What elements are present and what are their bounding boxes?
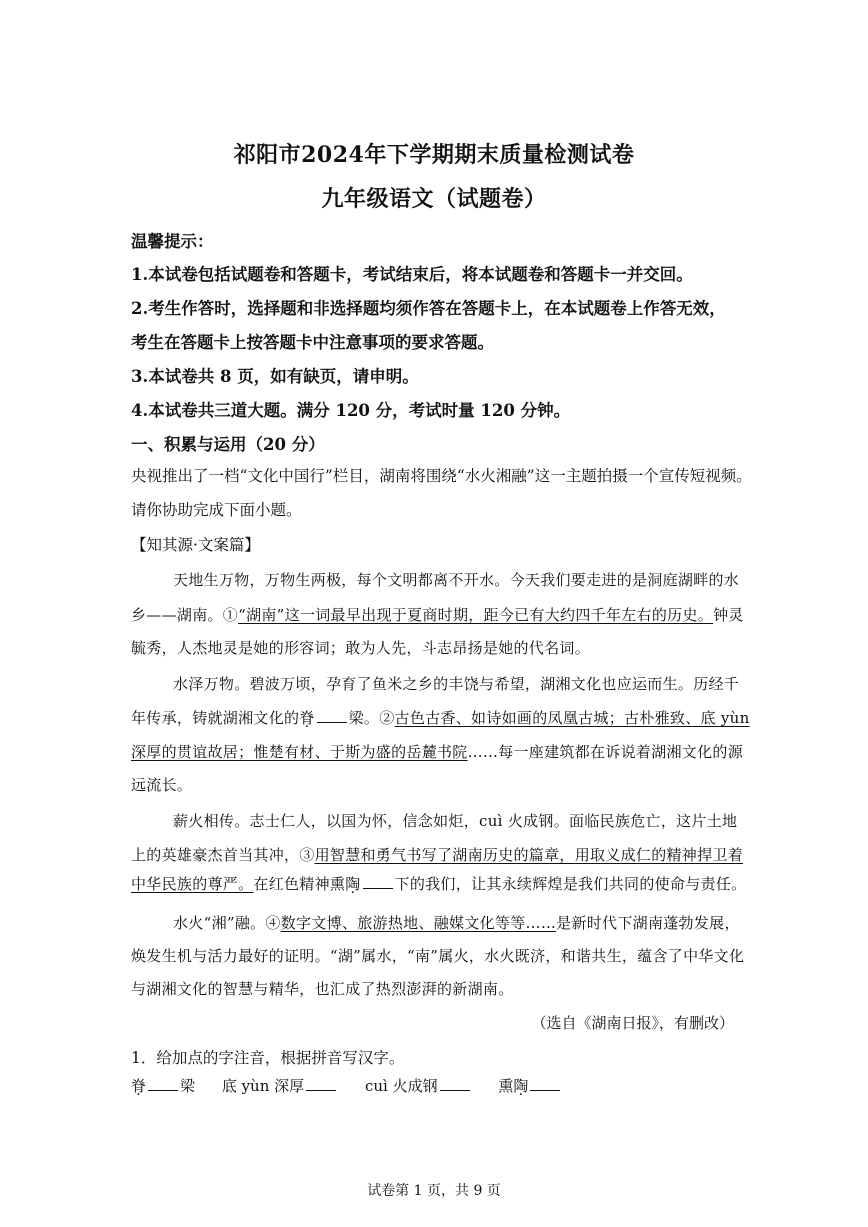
section-intro-line2: 请你协助完成下面小题。 [131, 501, 302, 519]
passage-p4-line3: 与湖湘文化的智慧与精华，也汇成了热烈澎湃的新湖南。 [131, 980, 514, 998]
passage-p3-line3 [131, 873, 751, 894]
underlined-sentence-2a: 古色古香、如诗如画的凤凰古城；古朴雅致、底 yùn [394, 709, 750, 727]
passage-p1-line1: 天地生万物，万物生两极，每个文明都离不开水。今天我们要走进的是洞庭湖畔的水 [173, 571, 740, 589]
q1-item-c [365, 1077, 472, 1095]
section-title: 一、积累与运用（20 分） [131, 435, 325, 454]
passage-text: 钟灵 [713, 606, 744, 624]
item-text: 底 yùn 深厚 [221, 1077, 305, 1095]
answer-blank[interactable] [148, 1089, 178, 1091]
passage-text: 年传承，铸就湖湘文化的 [131, 709, 300, 727]
note-2-line2: 考生在答题卡上按答题卡中注意事项的要求答题。 [131, 333, 494, 352]
answer-blank[interactable] [440, 1089, 470, 1091]
question-1-items [131, 1075, 584, 1096]
item-text: 熏 [498, 1077, 514, 1095]
q1-item-a [131, 1077, 195, 1095]
item-text: 梁 [180, 1077, 196, 1095]
answer-blank[interactable] [530, 1089, 560, 1091]
exam-subtitle: 九年级语文（试题卷） [321, 186, 547, 212]
dotted-char: 陶 [513, 1077, 529, 1095]
note-3: 3.本试卷共 8 页，如有缺页，请申明。 [131, 367, 419, 386]
section-intro-line1: 央视推出了一档“文化中国行”栏目，湖南将围绕“水火湘融”这一主题拍摄一个宣传短视频。 [131, 467, 752, 485]
answer-blank [363, 887, 393, 889]
passage-p4-line2: 焕发生机与活力最好的证明。“湖”属水，“南”属火，水火既济，和谐共生，蕴含了中华文化 [131, 947, 745, 965]
passage-p1-line3: 毓秀，人杰地灵是她的形容词；敢为人先，斗志昂扬是她的代名词。 [131, 639, 591, 657]
underlined-sentence-4: 数字文博、旅游热地、融媒文化等等…… [280, 914, 557, 932]
dotted-char: 脊 [131, 1077, 147, 1095]
q1-item-b [222, 1077, 338, 1095]
note-1: 1.本试卷包括试题卷和答题卡，考试结束后，将本试题卷和答题卡一并交回。 [131, 265, 693, 284]
answer-blank[interactable] [306, 1089, 336, 1091]
passage-p2-line3 [131, 741, 751, 762]
underlined-sentence-3b: 中华民族的尊严。 [131, 875, 254, 893]
passage-text: 上的英雄豪杰首当其冲，③ [131, 846, 315, 864]
passage-text: 梁。② [348, 709, 395, 727]
passage-p2-line4: 远流长。 [131, 776, 193, 794]
section-subhead: 【知其源·文案篇】 [131, 536, 260, 554]
q1-item-d [498, 1077, 562, 1095]
dotted-char: 脊 [299, 709, 315, 727]
passage-p2-line2 [131, 707, 751, 728]
note-2-line1: 2.考生作答时，选择题和非选择题均须作答在答题卡上，在本试题卷上作答无效， [131, 299, 726, 318]
item-text: cuì 火成钢 [364, 1077, 438, 1095]
exam-title: 祁阳市2024年下学期期末质量检测试卷 [233, 142, 635, 168]
passage-text: 下的我们，让其永续辉煌是我们共同的使命与责任。 [394, 875, 747, 893]
passage-p1-line2 [131, 604, 751, 625]
passage-text: 是新时代下湖南蓬勃发展， [556, 914, 740, 932]
note-4: 4.本试卷共三道大题。满分 120 分，考试时量 120 分钟。 [131, 401, 571, 420]
passage-p3-line2 [131, 844, 751, 865]
passage-source: （选自《湖南日报》，有删改） [531, 1014, 734, 1032]
underlined-sentence-1: “湖南”这一词最早出现于夏商时期，距今已有大约四千年左右的历史。 [238, 606, 714, 624]
question-1-prompt: 1．给加点的字注音，根据拼音写汉字。 [131, 1049, 405, 1067]
passage-text: 乡——湖南。① [131, 606, 239, 624]
passage-p4-line1 [131, 912, 793, 933]
passage-text: 水火“湘”融。④ [173, 914, 281, 932]
passage-text: 在红色精神熏 [253, 875, 346, 893]
passage-p3-line1: 薪火相传。志士仁人，以国为怀，信念如炬，cuì 火成钢。面临民族危亡，这片土地 [173, 812, 738, 830]
passage-text: ……每一座建筑都在诉说着湖湘文化的源 [467, 743, 744, 761]
page-footer: 试卷第 1 页，共 9 页 [367, 1183, 501, 1199]
answer-blank [317, 721, 347, 723]
underlined-sentence-2b: 深厚的贯谊故居；惟楚有材、于斯为盛的岳麓书院 [131, 743, 468, 761]
passage-p2-line1: 水泽万物。碧波万顷，孕育了鱼米之乡的丰饶与希望，湖湘文化也应运而生。历经千 [173, 675, 740, 693]
notes-heading: 温馨提示： [131, 232, 214, 251]
dotted-char: 陶 [345, 875, 361, 893]
underlined-sentence-3a: 用智慧和勇气书写了湖南历史的篇章，用取义成仁的精神捍卫着 [314, 846, 744, 864]
